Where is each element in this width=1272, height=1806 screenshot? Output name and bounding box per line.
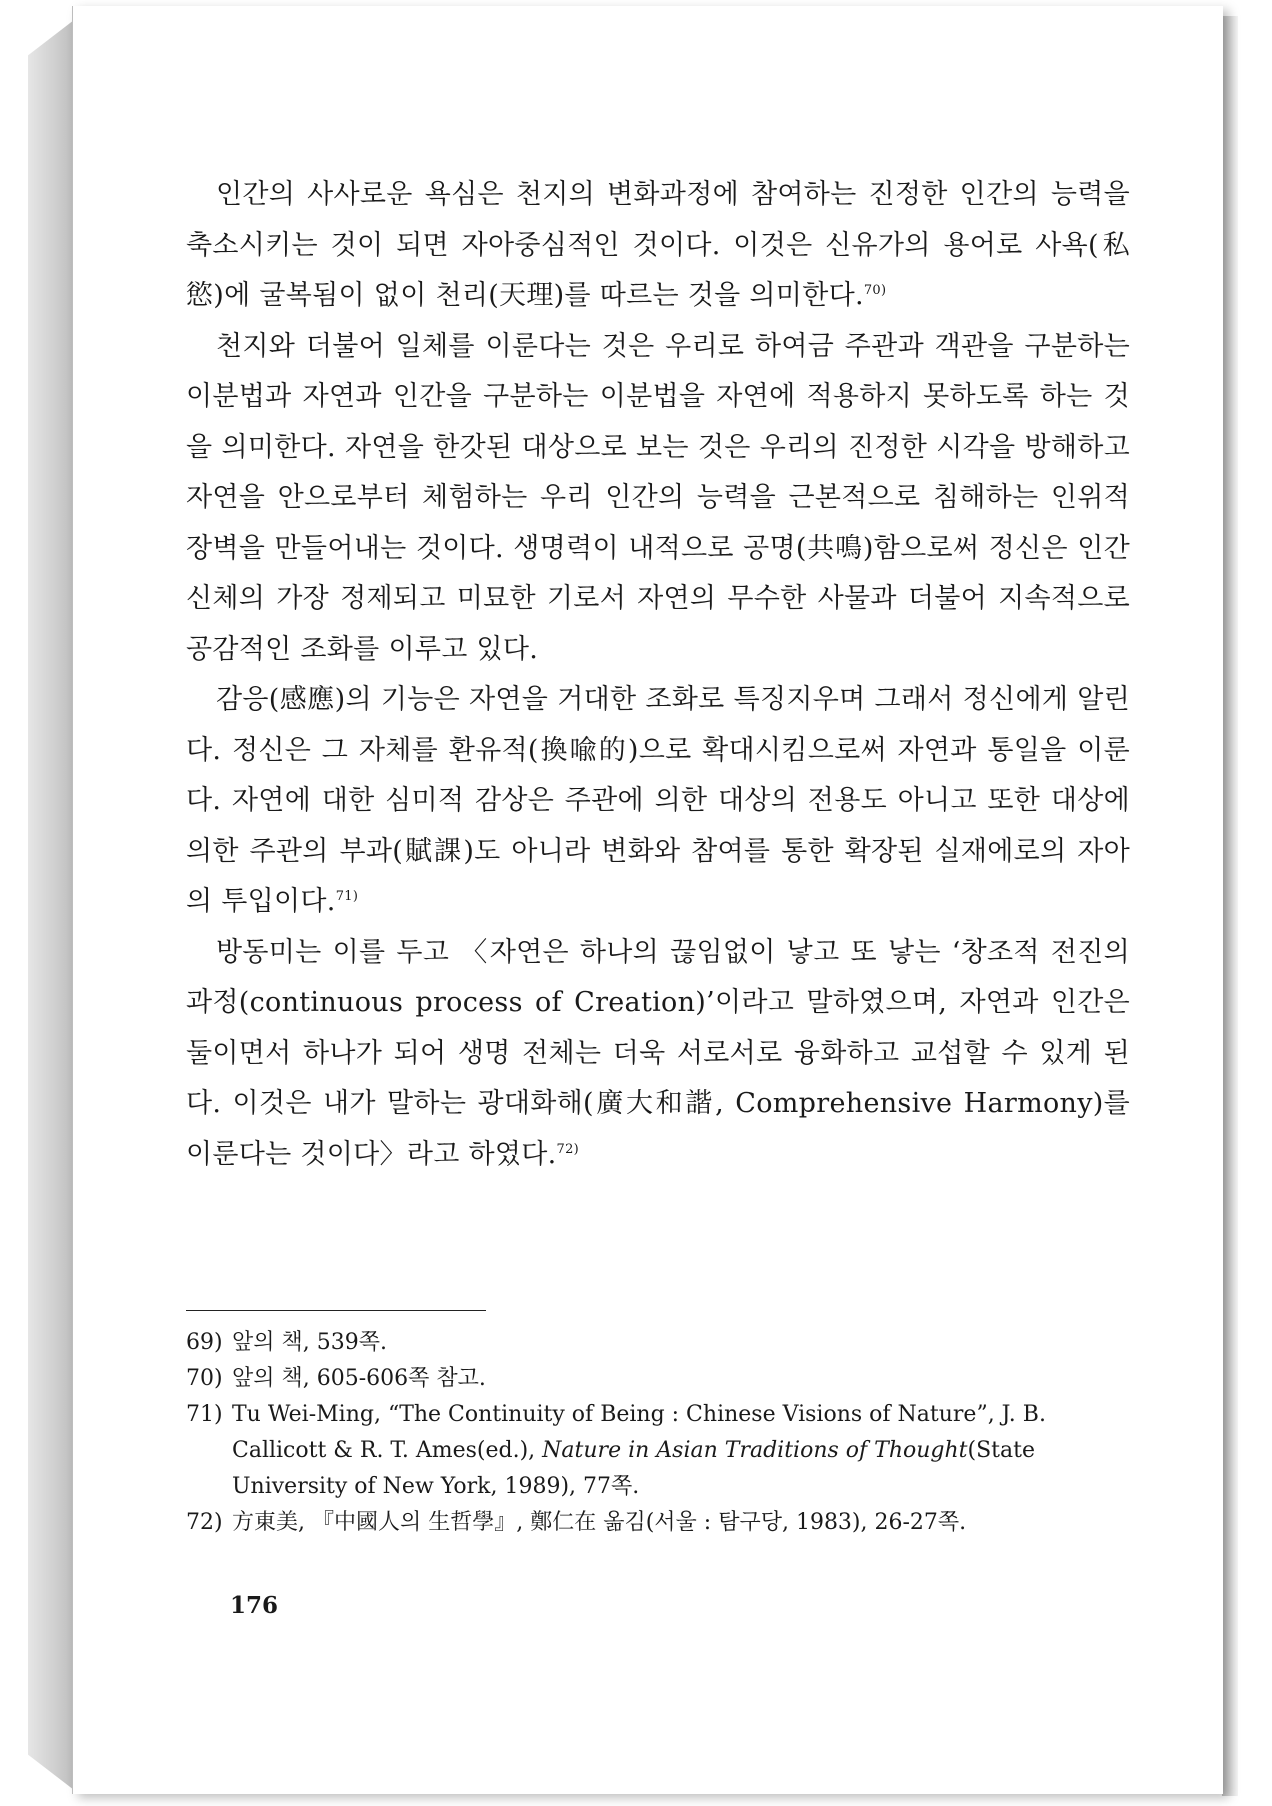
footnote-text-post: (State University of New York, 1989), 77쪽. [232, 1438, 1035, 1499]
paragraph-1: 인간의 사사로운 욕심은 천지의 변화과정에 참여하는 진정한 인간의 능력을 축소시키는 것이 되면 자아중심적인 것이다. 이것은 신유가의 용어로 사욕(私慾)에 굴복됨이 없이 천리(天理)를 따르는 것을 의미한다.$^{70)}$ [186, 179, 1130, 311]
paragraph-2: 천지와 더불어 일체를 이룬다는 것은 우리로 하여금 주관과 객관을 구분하는 이분법과 자연과 인간을 구분하는 이분법을 자연에 적용하지 못하도록 하는 것을 의미한다. 자연을 한갓된 대상으로 보는 것은 우리의 진정한 시각을 방해하고 자연을 안으로부터 체험하는 우리 인간의 능력을 근본적으로 침해하는 인위적 장벽을 만들어내는 것이다. 생명력이 내적으로 공명(共鳴)함으로써 정신은 인간 신체의 가장 정제되고 미묘한 기로서 자연의 무수한 사물과 더불어 지속적으로 공감적인 조화를 이루고 있다. [186, 330, 1130, 665]
footnote-ref-70: 70) [863, 283, 887, 298]
footnote-72 [186, 1505, 1130, 1541]
paragraph-4: 방동미는 이를 두고 〈자연은 하나의 끊임없이 낳고 또 낳는 ‘창조적 전진의 과정(continuous process of Creation)’이라고 말하였으며, 자연과 인간은 둘이면서 하나가 되어 생명 전체는 더욱 서로서로 융화하고 교섭할 수 있게 된다. 이것은 내가 말하는 광대화해(廣大和諧, Comprehensive Harmony)를 이룬다는 것이다〉라고 하였다.$^{72)}$ [186, 936, 1130, 1170]
page-number: 176 [230, 1592, 279, 1619]
footnote-number: 72) [186, 1510, 223, 1535]
paragraph-3: 감응(感應)의 기능은 자연을 거대한 조화로 특징지우며 그래서 정신에게 알린다. 정신은 그 자체를 환유적(換喩的)으로 확대시킴으로써 자연과 통일을 이룬다. 자연에 대한 심미적 감상은 주관에 의한 대상의 전용도 아니고 또한 대상에 의한 주관의 부과(賦課)도 아니라 변화와 참여를 통한 확장된 실재에로의 자아의 투입이다.$^{71)}$ [186, 684, 1130, 917]
footnote-71 [186, 1397, 1130, 1505]
footnote-number: 71) [186, 1402, 223, 1427]
page-shadow [1222, 16, 1238, 1796]
footnotes [186, 1325, 1130, 1541]
footnote-text: 方東美, 『中國人의 生哲學』, 鄭仁在 옮김(서울 : 탐구당, 1983), 26-27쪽. [232, 1510, 967, 1535]
body-text [186, 170, 1130, 1180]
footnote-ref-71: 71) [335, 889, 359, 904]
footnote-text: 앞의 책, 605-606쪽 참고. [232, 1366, 486, 1391]
footnote-text: 앞의 책, 539쪽. [232, 1330, 387, 1355]
book-spine [28, 20, 74, 1790]
footnote-text-pre: Tu Wei-Ming, “The Continuity of Being : Chinese Visions of Nature”, J. B. Callicott & R. T. Ames(ed.), [232, 1402, 1046, 1463]
footnote-ref-72: 72) [556, 1141, 580, 1157]
footnote-number: 69) [186, 1330, 223, 1355]
footnote-70 [186, 1361, 1130, 1397]
footnote-divider [186, 1310, 486, 1311]
footnote-number: 70) [186, 1366, 223, 1391]
footnote-69 [186, 1325, 1130, 1361]
footnote-book-title: Nature in Asian Traditions of Thought [542, 1438, 968, 1463]
